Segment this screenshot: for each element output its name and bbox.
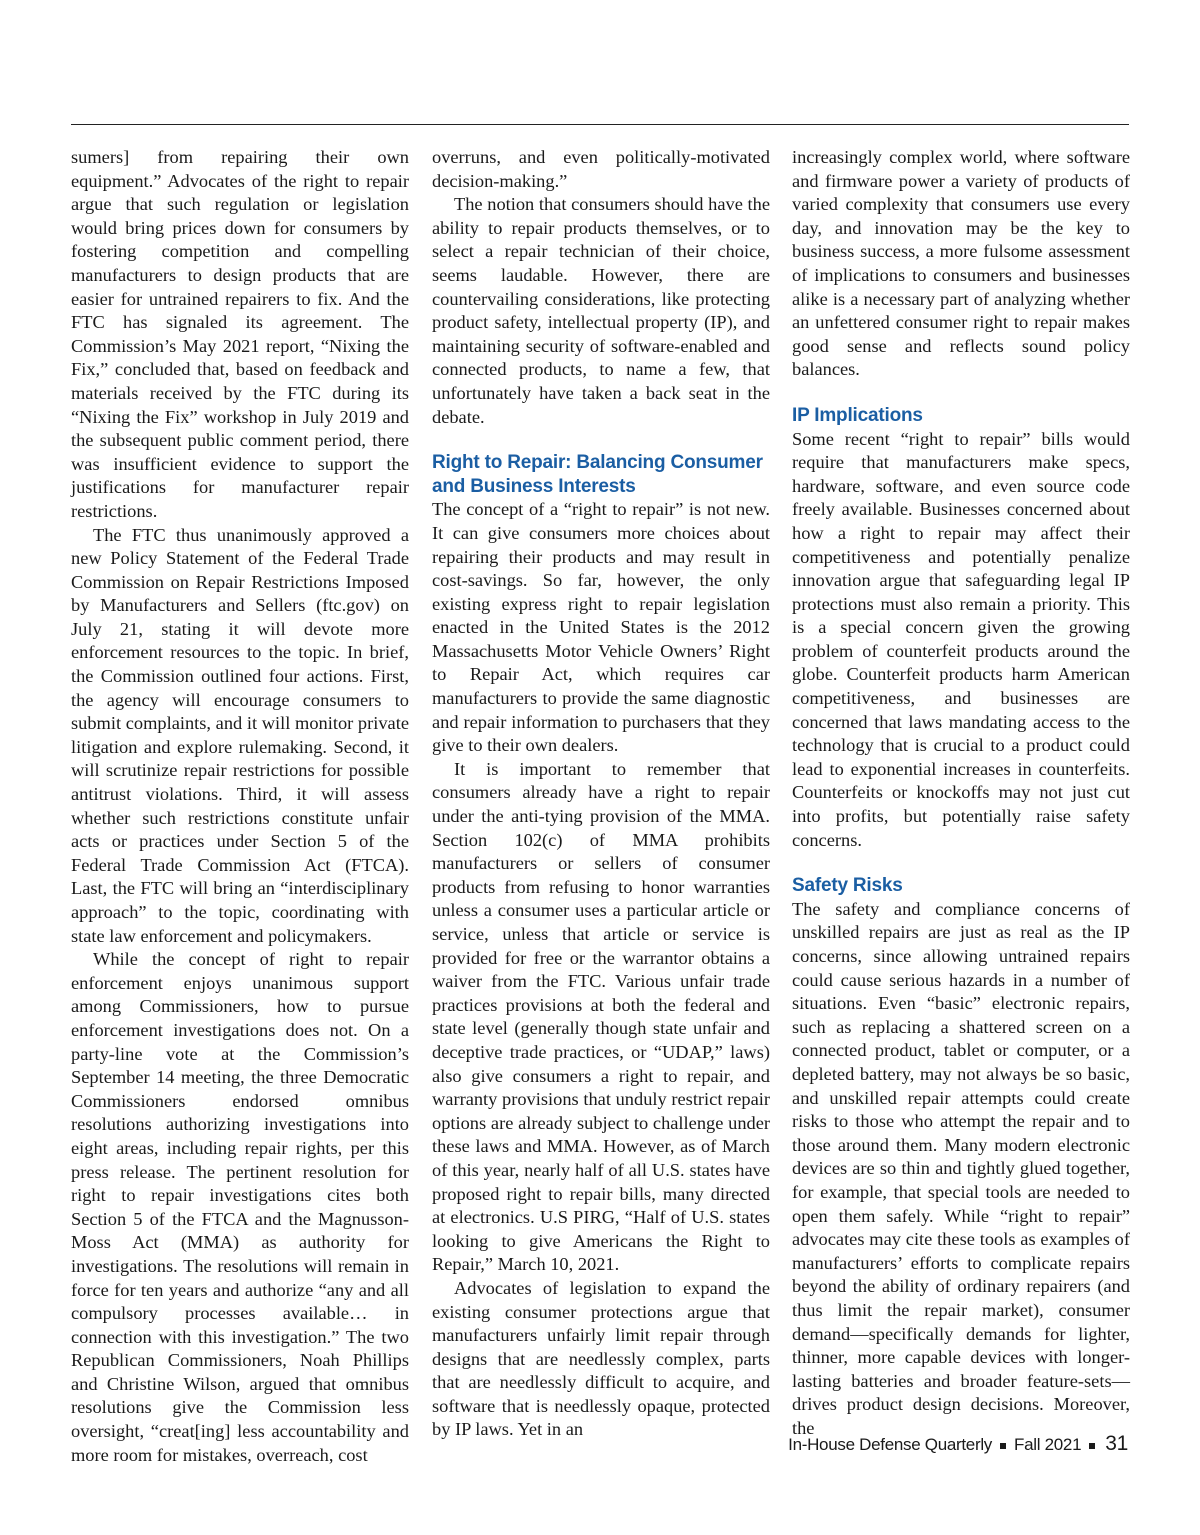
bullet-square-icon xyxy=(1089,1443,1095,1449)
paragraph: increasingly complex world, where software and firmware power a variety of products of varied complexity that consumers use every day, and innovation may be the key to business success, a more fulsome assessment of implications to consumers and businesses alike is a necessary part of analyzing whether an unfettered consumer right to repair makes good sense and reflects sound policy balances. xyxy=(792,147,1130,380)
section-heading: Safety Risks xyxy=(792,875,903,897)
paragraph: sumers] from repairing their own equipment.” Advocates of the right to repair argue that such regulation or legislation would bring prices down for consumers by fostering competition and compelling manufacturers to design products that are easier for untrained repairers to fix. And the FTC has signaled its agreement. The Commission’s May 2021 report, “Nixing the Fix,” concluded that, based on feedback and materials received by the FTC during its “Nixing the Fix” workshop in July 2019 and the subsequent public comment period, there was insufficient evidence to support the justifications for manufacturer repair restrictions. xyxy=(71,147,409,521)
issue-label: Fall 2021 xyxy=(1014,1435,1082,1454)
paragraph: The notion that consumers should have the ability to repair products themselves, or to select a repair technician of their choice, seems laudable. However, there are countervailing considerations, like protecting product safety, intellectual property (IP), and maintaining security of software-enabled and connected products, to name a few, that unfortunately have taken a back seat in the debate. xyxy=(432,194,770,427)
column-2 xyxy=(432,146,770,1442)
section-heading: Right to Repair: Balancing Consumer and Business Interests xyxy=(432,452,763,497)
paragraph: It is important to remember that consumers already have a right to repair under the anti-tying provision of the MMA. Section 102(c) of MMA prohibits manufacturers or sellers of consumer products from refusing to honor warranties unless a consumer uses a particular article or service, unless that article or service is provided for free or the warrantor obtains a waiver from the FTC. Various unfair trade practices provisions at both the federal and state level (generally though state unfair and deceptive trade practices, or “UDAP,” laws) also give consumers a right to repair, and warranty provisions that unduly restrict repair options are already subject to challenge under these laws and MMA. However, as of March of this year, nearly half of all U.S. states have proposed right to repair bills, many directed at electronics. U.S PIRG, “Half of U.S. states looking to give Americans the Right to Repair,” March 10, 2021. xyxy=(432,758,770,1275)
column-1 xyxy=(71,146,409,1467)
paragraph: overruns, and even politically-motivated decision-making.” xyxy=(432,147,770,191)
header-rule xyxy=(71,124,1129,125)
paragraph: The safety and compliance concerns of unskilled repairs are just as real as the IP concerns, since allowing untrained repairs could cause serious hazards in a number of situations. Even “basic” electronic repairs, such as replacing a shattered screen on a connected product, tablet or computer, or a depleted battery, may not always be so basic, and unskilled repair attempts could create risks to those who attempt the repair and to those around them. Many modern electronic devices are so thin and tightly glued together, for example, that special tools are needed to open them safely. While “right to repair” advocates may cite these tools as examples of manufacturers’ efforts to complicate repairs beyond the ability of ordinary repairers (and thus limit the repair market), consumer demand—specifically demands for lighter, thinner, more capable devices with longer-lasting batteries and broader feature-sets—drives product design decisions. Moreover, the xyxy=(792,898,1130,1438)
page-footer xyxy=(788,1432,1128,1456)
publication-name: In-House Defense Quarterly xyxy=(788,1435,992,1454)
paragraph: The concept of a “right to repair” is not new. It can give consumers more choices about repairing their products and may result in cost-savings. So far, however, the only existing express right to repair legislation enacted in the United States is the 2012 Massachusetts Motor Vehicle Owners’ Right to Repair Act, which requires car manufacturers to provide the same diagnostic and repair information to purchasers that they give to their own dealers. xyxy=(432,499,770,756)
bullet-square-icon xyxy=(1000,1443,1006,1449)
paragraph: While the concept of right to repair enforcement enjoys unanimous support among Commissioners, how to pursue enforcement investigations does not. On a party-line vote at the Commission’s September 14 meeting, the three Democratic Commissioners endorsed omnibus resolutions authorizing investigations into eight areas, including repair rights, per this press release. The pertinent resolution for right to repair investigations cites both Section 5 of the FTCA and the Magnusson-Moss Act (MMA) as authority for investigations. The resolutions will remain in force for ten years and authorize “any and all compulsory processes available… in connection with this investigation.” The two Republican Commissioners, Noah Phillips and Christine Wilson, argued that omnibus resolutions give the Commission less oversight, “creat[ing] less accountability and more room for mistakes, overreach, cost xyxy=(71,949,409,1465)
paragraph: The FTC thus unanimously approved a new Policy Statement of the Federal Trade Commission on Repair Restrictions Imposed by Manufacturers and Sellers (ftc.gov) on July 21, stating it will devote more enforcement resources to the topic. In brief, the Commission outlined four actions. First, the agency will encourage consumers to submit complaints, and it will monitor private litigation and explore rulemaking. Second, it will scrutinize repair restrictions for possible antitrust violations. Third, it will assess whether such restrictions constitute unfair acts or practices under Section 5 of the Federal Trade Commission Act (FTCA). Last, the FTC will bring an “interdisciplinary approach” to the topic, coordinating with state law enforcement and policymakers. xyxy=(71,524,409,946)
page-number: 31 xyxy=(1105,1432,1128,1455)
section-heading: IP Implications xyxy=(792,404,923,426)
paragraph: Advocates of legislation to expand the existing consumer protections argue that manufacturers unfairly limit repair through designs that are needlessly complex, parts that are needlessly difficult to acquire, and software that is needlessly opaque, protected by IP laws. Yet in an xyxy=(432,1277,770,1440)
column-3 xyxy=(792,146,1130,1440)
paragraph: Some recent “right to repair” bills would require that manufacturers make specs, hardware, software, and even source code freely available. Businesses concerned about how a right to repair may affect their competitiveness and potentially penalize innovation argue that safeguarding legal IP protections must also remain a priority. This is a special concern given the growing problem of counterfeit products around the globe. Counterfeit products harm American competitiveness, and businesses are concerned that laws mandating access to the technology that is crucial to a product could lead to exponential increases in counterfeits. Counterfeits or knockoffs may not just cut into profits, but potentially raise safety concerns. xyxy=(792,428,1130,850)
